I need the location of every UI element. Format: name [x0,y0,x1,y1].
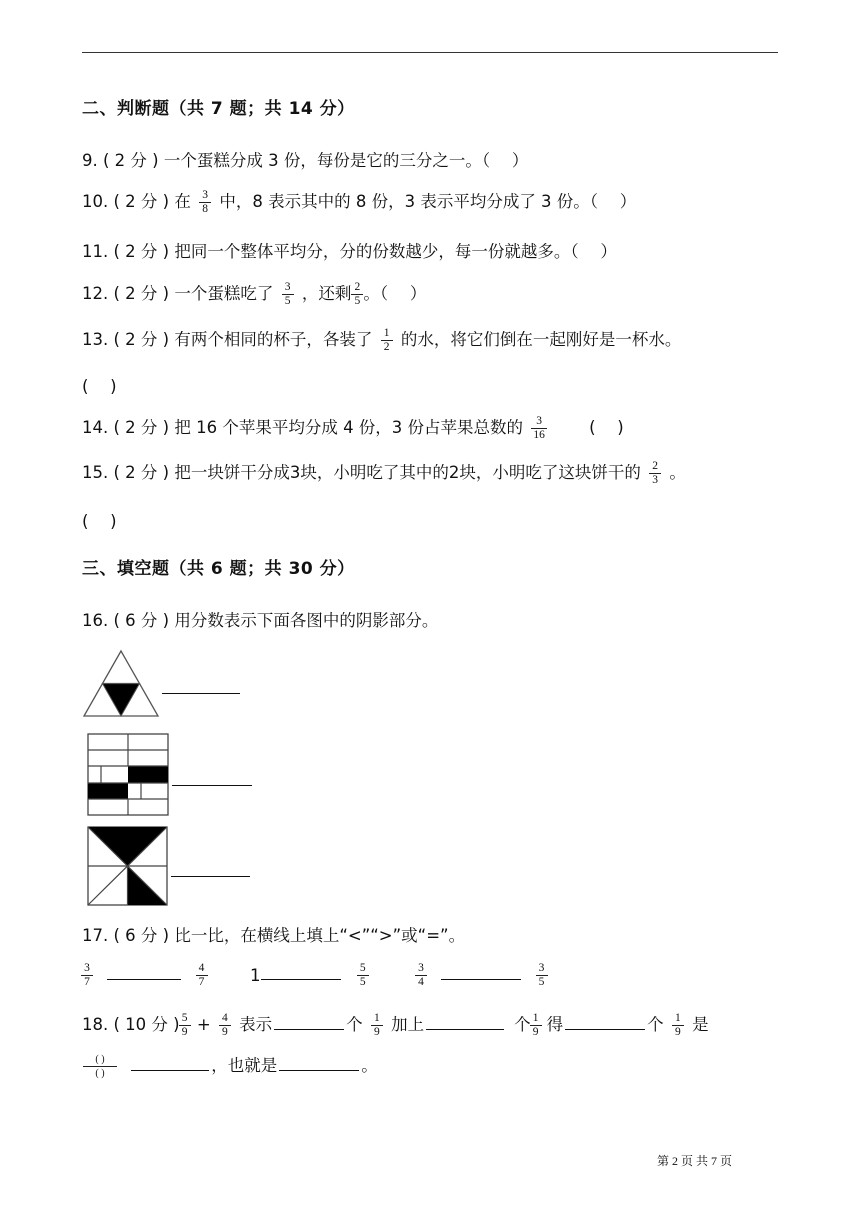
q18-frac-1-9-a: $\frac{1}{9}$ [372,1012,382,1039]
q18-text-j: ，也就是 [211,1056,278,1075]
q18-plus: + [196,1015,211,1034]
q18-line-2 [80,1052,378,1080]
q17-frac-5-5: $\frac{5}{5}$ [358,962,368,989]
question-13 [82,326,681,354]
q18-text-b: 表示 [239,1015,273,1034]
q12-text-a: 12. ( 2 分 ) 一个蛋糕吃了 [82,284,274,303]
q17-compare-3 [412,962,551,989]
q18-text-d: 加上 [391,1015,425,1034]
q17-frac-4-7: $\frac{4}{7}$ [197,962,207,989]
q17-compare-2 [250,962,372,989]
q17-blank-1[interactable] [107,978,181,980]
q13-text-a: 13. ( 2 分 ) 有两个相同的杯子，各装了 [82,330,373,349]
q17-blank-2[interactable] [261,978,341,980]
q15-text-a: 15. ( 2 分 ) 把一块饼干分成3块，小明吃了其中的2块，小明吃了这块饼干的 [82,463,641,482]
q17-frac-3-7: $\frac{3}{7}$ [82,962,92,989]
q18-text-k: 。 [361,1056,378,1075]
q16-blank-1[interactable] [162,692,240,694]
q18-text-i: 是 [692,1015,709,1034]
q13-text-b: 的水，将它们倒在一起刚好是一杯水。 [400,330,682,349]
q17-compare-1 [78,962,211,989]
question-17: 17. ( 6 分 ) 比一比，在横线上填上“<”“>”或“=”。 [82,926,466,945]
question-16: 16. ( 6 分 ) 用分数表示下面各图中的阴影部分。 [82,611,439,630]
q17-frac-3-4: $\frac{3}{4}$ [416,962,426,989]
grid-figure [87,733,170,817]
q16-blank-2[interactable] [172,784,252,786]
q18-frac-1-9-b: $\frac{1}{9}$ [531,1012,541,1039]
section-3-title: 三、填空题（共 6 题；共 30 分） [82,559,355,579]
q14-fraction: $\frac{3}{16}$ [533,415,545,441]
q18-frac-4-9: $\frac{4}{9}$ [220,1012,230,1039]
q12-fraction-2: $\frac{2}{5}$ [352,281,362,308]
question-10 [82,188,636,216]
q10-text-b: 中，8 表示其中的 8 份，3 表示平均分成了 3 份。（ ） [219,192,637,211]
q18-text-g: 得 [546,1015,564,1034]
question-15 [82,459,686,487]
q18-text-e: 个 [514,1015,531,1034]
section-2-title: 二、判断题（共 7 题；共 14 分） [82,99,355,119]
square-figure [87,826,169,906]
q18-blank-1[interactable] [274,1028,344,1030]
q13-fraction: $\frac{1}{2}$ [382,327,392,354]
q18-text-c: 个 [346,1015,363,1034]
q17-blank-3[interactable] [441,978,521,980]
question-9: 9. ( 2 分 ) 一个蛋糕分成 3 份，每份是它的三分之一。（ ） [82,151,529,170]
triangle-figure [82,649,160,719]
q12-text-b: ，还剩 [301,284,352,303]
page-footer: 第 2 页 共 7 页 [657,1154,733,1168]
q18-blank-2[interactable] [426,1028,504,1030]
q18-blank-4[interactable] [131,1069,209,1071]
top-rule [82,52,778,53]
question-11: 11. ( 2 分 ) 把同一个整体平均分，分的份数越少，每一份就越多。（ ） [82,242,617,261]
q17-frac-3-5: $\frac{3}{5}$ [537,962,547,989]
question-18 [82,1011,709,1039]
q15-answer-paren: ( ) [82,512,117,531]
q14-text-a: 14. ( 2 分 ) 把 16 个苹果平均分成 4 份，3 份占苹果总数的 [82,418,524,437]
q12-fraction-1: $\frac{3}{5}$ [283,281,293,308]
q17-whole-one: 1 [250,966,261,985]
q18-blank-fraction[interactable]: $\frac{( )}{( )}$ [84,1053,116,1080]
q10-fraction: $\frac{3}{8}$ [200,189,210,216]
q18-text-h: 个 [647,1015,664,1034]
q16-blank-3[interactable] [171,875,250,877]
q18-blank-5[interactable] [279,1069,359,1071]
q10-text-a: 10. ( 2 分 ) 在 [82,192,191,211]
q15-text-b: 。 [669,463,686,482]
q18-blank-3[interactable] [565,1028,645,1030]
q13-answer-paren: ( ) [82,377,117,396]
q18-frac-1-9-c: $\frac{1}{9}$ [673,1012,683,1039]
q15-fraction: $\frac{2}{3}$ [650,460,660,487]
q12-text-c: 。（ ） [363,284,427,303]
question-14 [82,414,624,442]
q18-frac-5-9: $\frac{5}{9}$ [180,1012,190,1039]
question-12 [82,280,426,308]
q14-answer-paren: ( ) [589,418,624,437]
q18-text-a: 18. ( 10 分 ) [82,1015,180,1034]
